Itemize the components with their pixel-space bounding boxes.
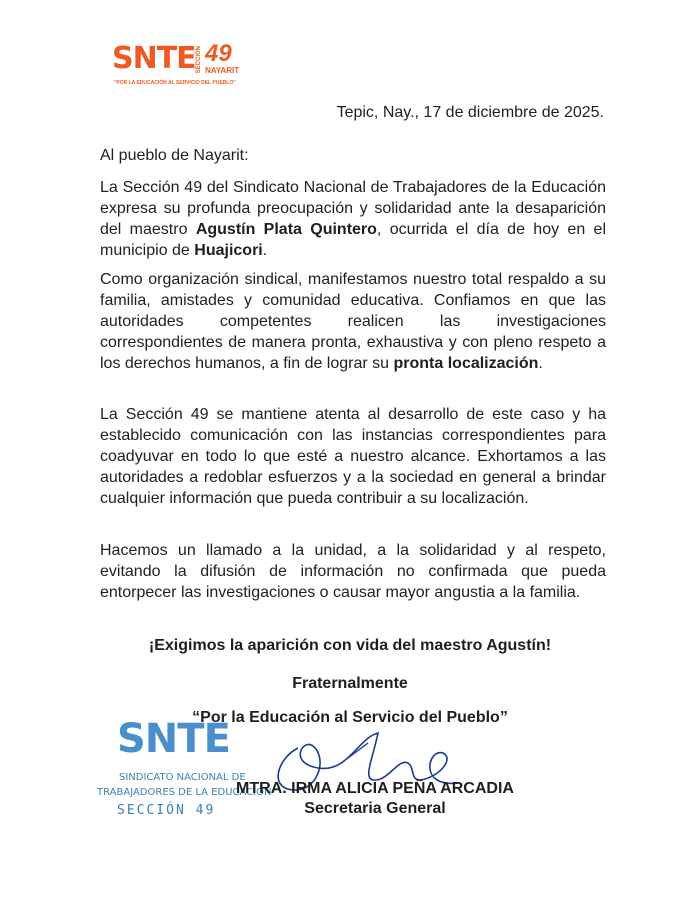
stamp-line-2: TRABAJADORES DE LA EDUCACIÓN [97, 787, 272, 798]
paragraph-1 [100, 177, 606, 261]
municipality-name: Huajicori [194, 242, 263, 259]
p1-text-a: La Sección 49 del Sindicato Nacional de Trabajadores de la Educación expresa su profunda preocupación y solidaridad ante la desaparición del maestro [100, 179, 606, 238]
p2-text-c: . [538, 355, 543, 372]
p1-text-c: . [262, 242, 268, 259]
signer-role: Secretaria General [304, 800, 446, 817]
signer-name: MTRA. IRMA ALICIA PEÑA ARCADIA [236, 780, 514, 797]
closing-salutation: Fraternalmente [292, 675, 408, 692]
stamp-line-1: SINDICATO NACIONAL DE [119, 772, 246, 783]
letter-date: Tepic, Nay., 17 de diciembre de 2025. [336, 104, 604, 121]
missing-teacher-name: Agustín Plata Quintero [195, 221, 377, 238]
p1-text-b: , ocurrida el día de hoy en el municipio de [100, 221, 607, 259]
demand-statement: ¡Exigimos la aparición con vida del maestro Agustín! [148, 637, 552, 654]
stamp-logo: SNTE [117, 716, 230, 762]
logo-tagline: "POR LA EDUCACIÓN AL SERVICIO DEL PUEBLO" [114, 80, 236, 86]
logo-section-word: SECCIÓN [196, 46, 202, 74]
p2-text-a: Como organización sindical, manifestamos nuestro total respaldo a su familia, amistades y comunidad educativa. Confiamos en que las autoridades competentes realicen las investigaciones correspondientes de manera pronta, exhaustiva y con pleno respeto a los derechos humanos, a fin de lograr su [100, 271, 606, 372]
stamp-line-3: SECCIÓN 49 [117, 803, 216, 818]
logo-section-number: 49 [205, 40, 232, 67]
snte-letterhead-logo [112, 42, 252, 92]
letter-salutation: Al pueblo de Nayarit: [100, 147, 249, 164]
logo-org-name: SNTE [112, 41, 196, 76]
paragraph-4: Hacemos un llamado a la unidad, a la solidaridad y al respeto, evitando la difusión de información no confirmada que pueda entorpecer las investigaciones o causar mayor angustia a la familia. [100, 542, 606, 601]
paragraph-2 [100, 269, 606, 374]
p2-bold-phrase: pronta localización [393, 355, 539, 372]
union-motto: “Por la Educación al Servicio del Pueblo” [192, 709, 508, 726]
paragraph-3: La Sección 49 se mantiene atenta al desarrollo de este caso y ha establecido comunicación con las instancias correspondientes para coadyuvar en todo lo que esté a nuestro alcance. Exhortamos a las autoridades a redoblar esfuerzos y a la sociedad en general a brindar cualquier información que pueda contribuir a su localización. [100, 406, 606, 507]
logo-state: NAYARIT [205, 66, 240, 75]
